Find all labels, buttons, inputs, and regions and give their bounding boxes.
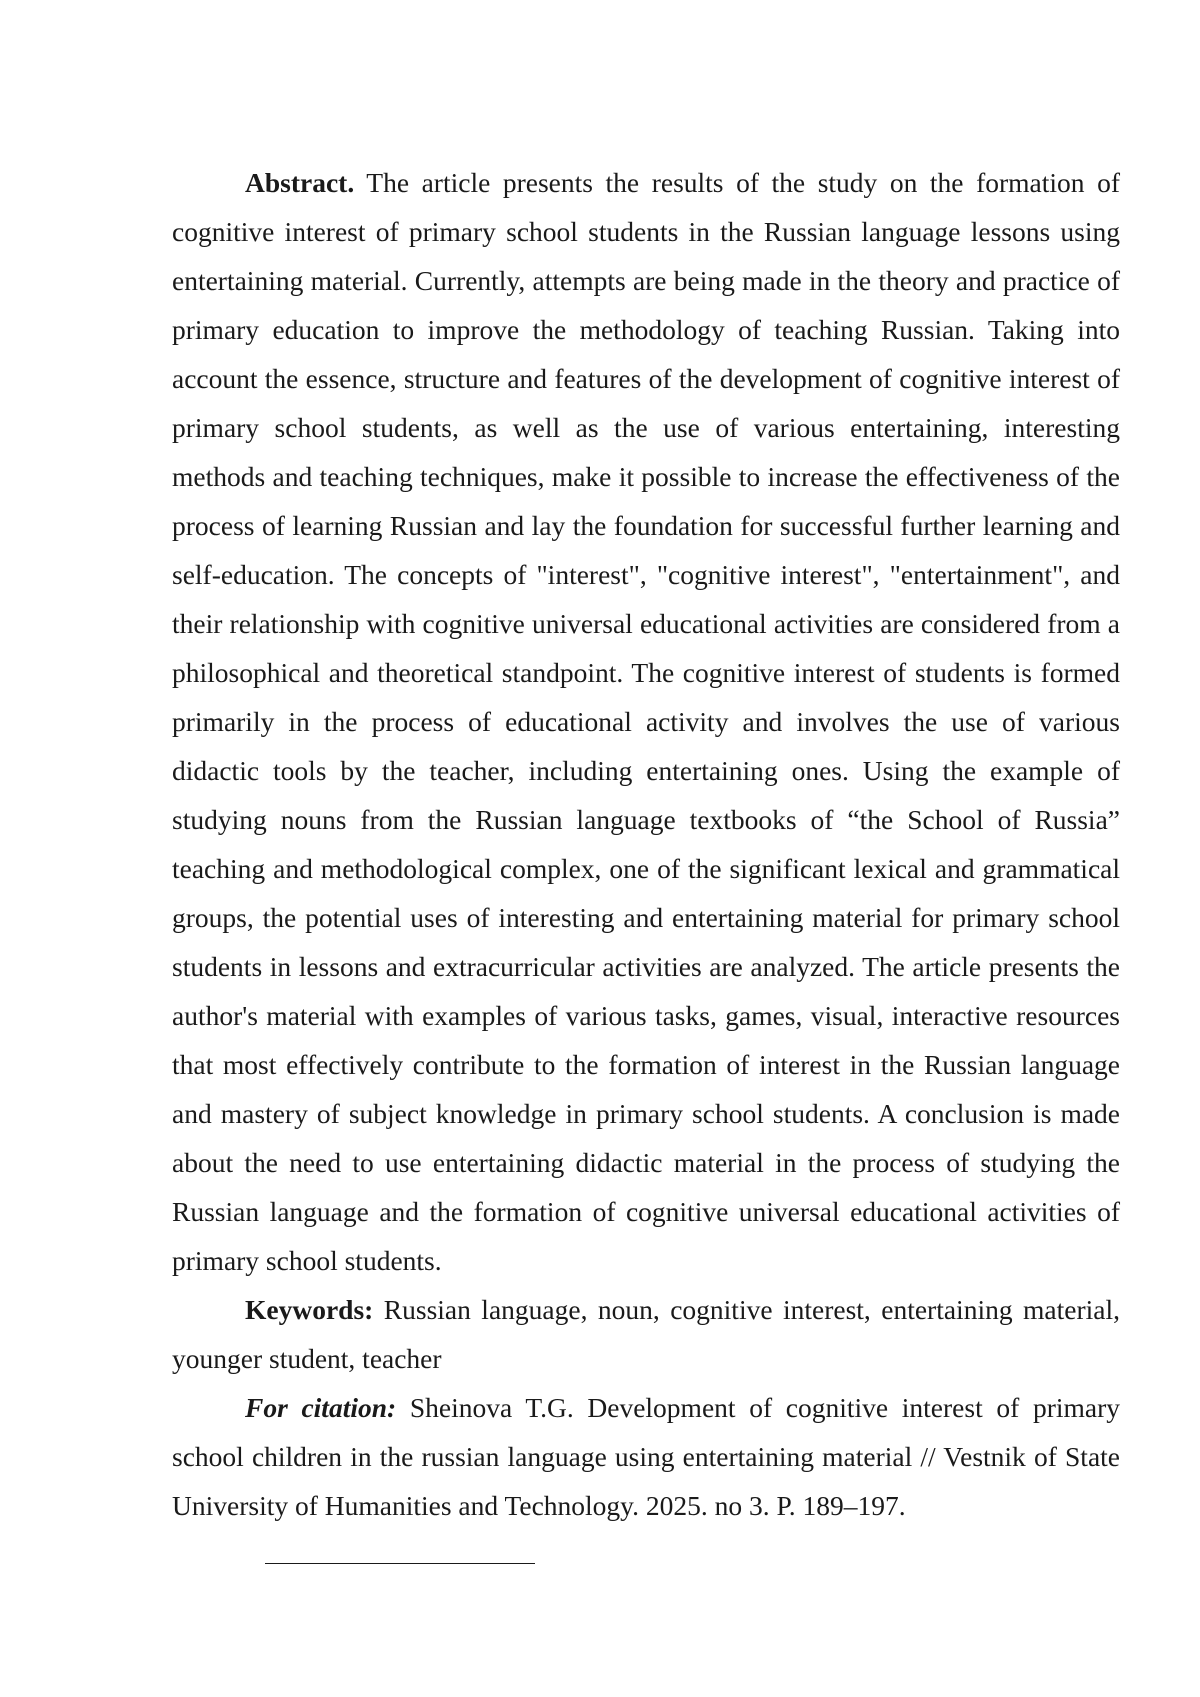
abstract-text: The article presents the results of the study on the formation of cognitive interest of primary school students in the Russian language lessons using entertaining material. Currently, attempts are being made in the theory and practice of primary education to improve the methodology of teaching Russian. Taking into account the essence, structure and features of the development of cognitive interest of primary school students, as well as the use of various entertaining, interesting methods and teaching techniques, make it possible to increase the effectiveness of the process of learning Russian and lay the foundation for successful further learning and self-education. The concepts of "interest", "cognitive interest", "entertainment", and their relationship with cognitive universal educational activities are considered from a philosophical and theoretical standpoint. The cognitive interest of students is formed primarily in the process of educational activity and involves the use of various didactic tools by the teacher, including entertaining ones. Using the example of studying nouns from the Russian language textbooks of “the School of Russia” teaching and methodological complex, one of the significant lexical and grammatical groups, the potential uses of interesting and entertaining material for primary school students in lessons and extracurricular activities are analyzed. The article presents the author's material with examples of various tasks, games, visual, interactive resources that most effectively contribute to the formation of interest in the Russian language and mastery of subject knowledge in primary school students. A conclusion is made about the need to use entertaining didactic material in the process of studying the Russian language and the formation of cognitive universal educational activities of primary school students. xyxy=(172,167,1120,1276)
citation-label: For citation: xyxy=(245,1392,397,1423)
keywords-label: Keywords: xyxy=(245,1294,374,1325)
article-front-matter xyxy=(172,158,1120,1530)
abstract-paragraph xyxy=(172,158,1120,1285)
citation-text: Sheinova T.G. Development of cognitive interest of primary school children in the russian language using entertaining material // Vestnik of State University of Humanities and Technology. 2025. no 3. P. 189–197. xyxy=(172,1392,1120,1521)
keywords-text: Russian language, noun, cognitive interest, entertaining material, younger student, teacher xyxy=(172,1294,1120,1374)
keywords-paragraph xyxy=(172,1285,1120,1383)
abstract-label: Abstract. xyxy=(245,167,355,198)
footnote-separator xyxy=(265,1563,535,1564)
citation-paragraph xyxy=(172,1383,1120,1530)
